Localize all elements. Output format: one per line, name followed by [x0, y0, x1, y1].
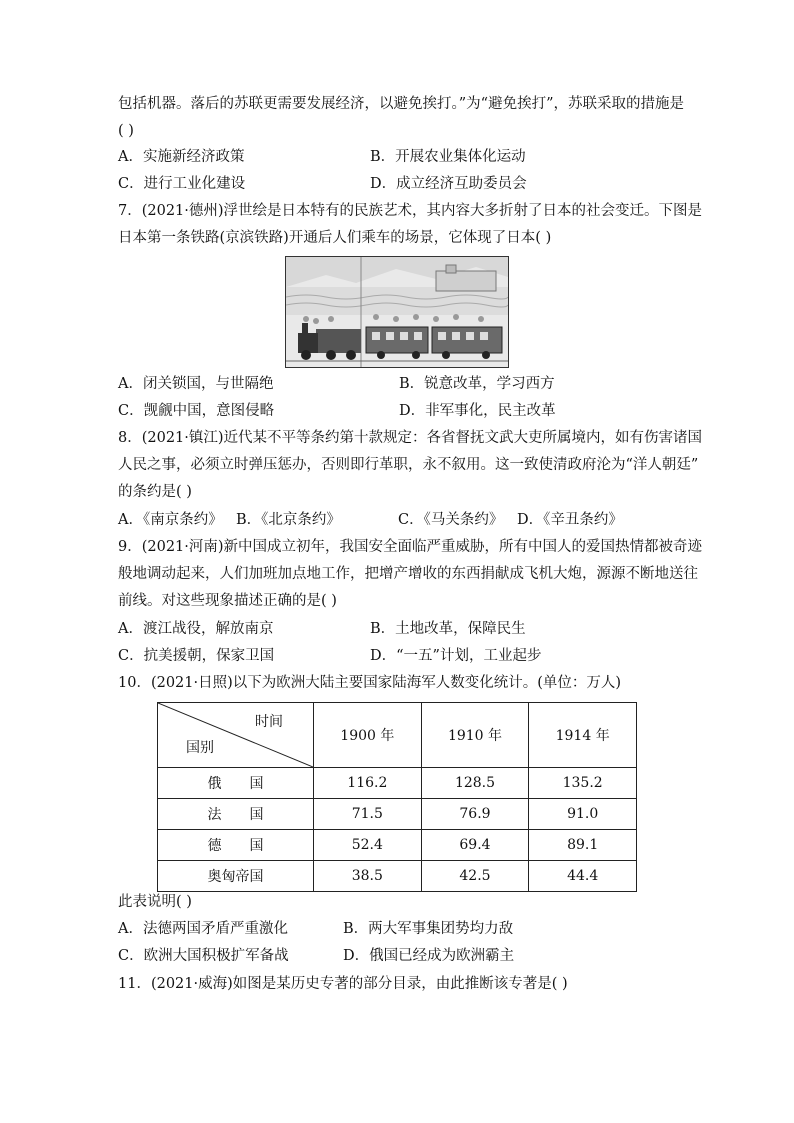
- q6-option-b: B．开展农业集体化运动: [370, 149, 526, 165]
- table-row: [158, 861, 637, 892]
- q8-line2: 人民之事，必须立时弹压惩办，否则即行革职，永不叙用。这一致使清政府沦为“洋人朝廷”: [118, 457, 699, 473]
- ukiyoe-railway-image: [285, 256, 509, 368]
- header-country: 国别: [186, 740, 214, 756]
- country-cell: 德 国: [158, 830, 314, 861]
- army-size-table: [157, 702, 637, 892]
- q11-line1: 11．(2021·威海)如图是某历史专著的部分目录，由此推断该专著是( ): [118, 976, 568, 992]
- q10-option-a: A．法德两国矛盾严重激化: [118, 921, 288, 937]
- diagonal-header-cell: [158, 703, 314, 768]
- q10-option-c: C．欧洲大国积极扩军备战: [118, 948, 289, 964]
- q7-option-a: A．闭关锁国，与世隔绝: [118, 376, 274, 392]
- q7-option-b: B．锐意改革，学习西方: [399, 376, 555, 392]
- q9-line1: 9．(2021·河南)新中国成立初年，我国安全面临严重威胁，所有中国人的爱国热情都被奇迹: [118, 539, 703, 555]
- q8-option-b: B．《北京条约》: [236, 512, 341, 528]
- year-header: 1910 年: [421, 703, 529, 768]
- table-row: [158, 830, 637, 861]
- q8-option-a: A．《南京条约》: [118, 512, 223, 528]
- q8-line1: 8．(2021·镇江)近代某不平等条约第十款规定：各省督抚文武大吏所属境内，如有伤害诸国: [118, 430, 703, 446]
- q8-option-d: D．《辛丑条约》: [517, 512, 623, 528]
- value-cell: 116.2: [314, 768, 422, 799]
- q9-option-b: B．土地改革，保障民生: [370, 621, 526, 637]
- q10-option-b: B．两大军事集团势均力敌: [343, 921, 514, 937]
- value-cell: 38.5: [314, 861, 422, 892]
- ukiyoe-illustration: [286, 257, 508, 367]
- country-cell: 俄 国: [158, 768, 314, 799]
- diagonal-line: [158, 703, 313, 767]
- q9-option-c: C．抗美援朝，保家卫国: [118, 648, 275, 664]
- value-cell: 89.1: [529, 830, 637, 861]
- value-cell: 44.4: [529, 861, 637, 892]
- q6-line1: 包括机器。落后的苏联更需要发展经济，以避免挨打。”为“避免挨打”，苏联采取的措施是: [118, 96, 684, 112]
- q7-option-d: D．非军事化，民主改革: [399, 403, 556, 419]
- q6-option-c: C．进行工业化建设: [118, 176, 246, 192]
- q7-option-c: C．觊觎中国，意图侵略: [118, 403, 275, 419]
- value-cell: 135.2: [529, 768, 637, 799]
- table-header-row: [158, 703, 637, 768]
- value-cell: 69.4: [421, 830, 529, 861]
- q9-line3: 前线。对这些现象描述正确的是( ): [118, 593, 337, 609]
- q9-option-d: D．“一五”计划，工业起步: [370, 648, 542, 664]
- table-row: [158, 768, 637, 799]
- q10-option-d: D．俄国已经成为欧洲霸主: [343, 948, 515, 964]
- q6-option-a: A．实施新经济政策: [118, 149, 245, 165]
- year-header: 1914 年: [529, 703, 637, 768]
- year-header: 1900 年: [314, 703, 422, 768]
- q10-after: 此表说明( ): [118, 894, 192, 910]
- q9-option-a: A．渡江战役，解放南京: [118, 621, 274, 637]
- q10-line1: 10．(2021·日照)以下为欧洲大陆主要国家陆海军人数变化统计。(单位：万人): [118, 675, 622, 691]
- value-cell: 71.5: [314, 799, 422, 830]
- country-cell: 奥匈帝国: [158, 861, 314, 892]
- q8-option-c: C．《马关条约》: [398, 512, 504, 528]
- q7-line1: 7．(2021·德州)浮世绘是日本特有的民族艺术，其内容大多折射了日本的社会变迁。下图是: [118, 203, 703, 219]
- q6-option-d: D．成立经济互助委员会: [370, 176, 527, 192]
- value-cell: 128.5: [421, 768, 529, 799]
- value-cell: 76.9: [421, 799, 529, 830]
- header-time: 时间: [255, 714, 283, 730]
- value-cell: 52.4: [314, 830, 422, 861]
- value-cell: 42.5: [421, 861, 529, 892]
- table-row: [158, 799, 637, 830]
- country-cell: 法 国: [158, 799, 314, 830]
- q7-line2: 日本第一条铁路(京滨铁路)开通后人们乘车的场景，它体现了日本( ): [118, 230, 552, 246]
- value-cell: 91.0: [529, 799, 637, 830]
- q8-line3: 的条约是( ): [118, 484, 192, 500]
- q6-line2: ( ): [118, 123, 134, 139]
- q9-line2: 般地调动起来，人们加班加点地工作，把增产增收的东西捐献成飞机大炮，源源不断地送往: [118, 566, 698, 582]
